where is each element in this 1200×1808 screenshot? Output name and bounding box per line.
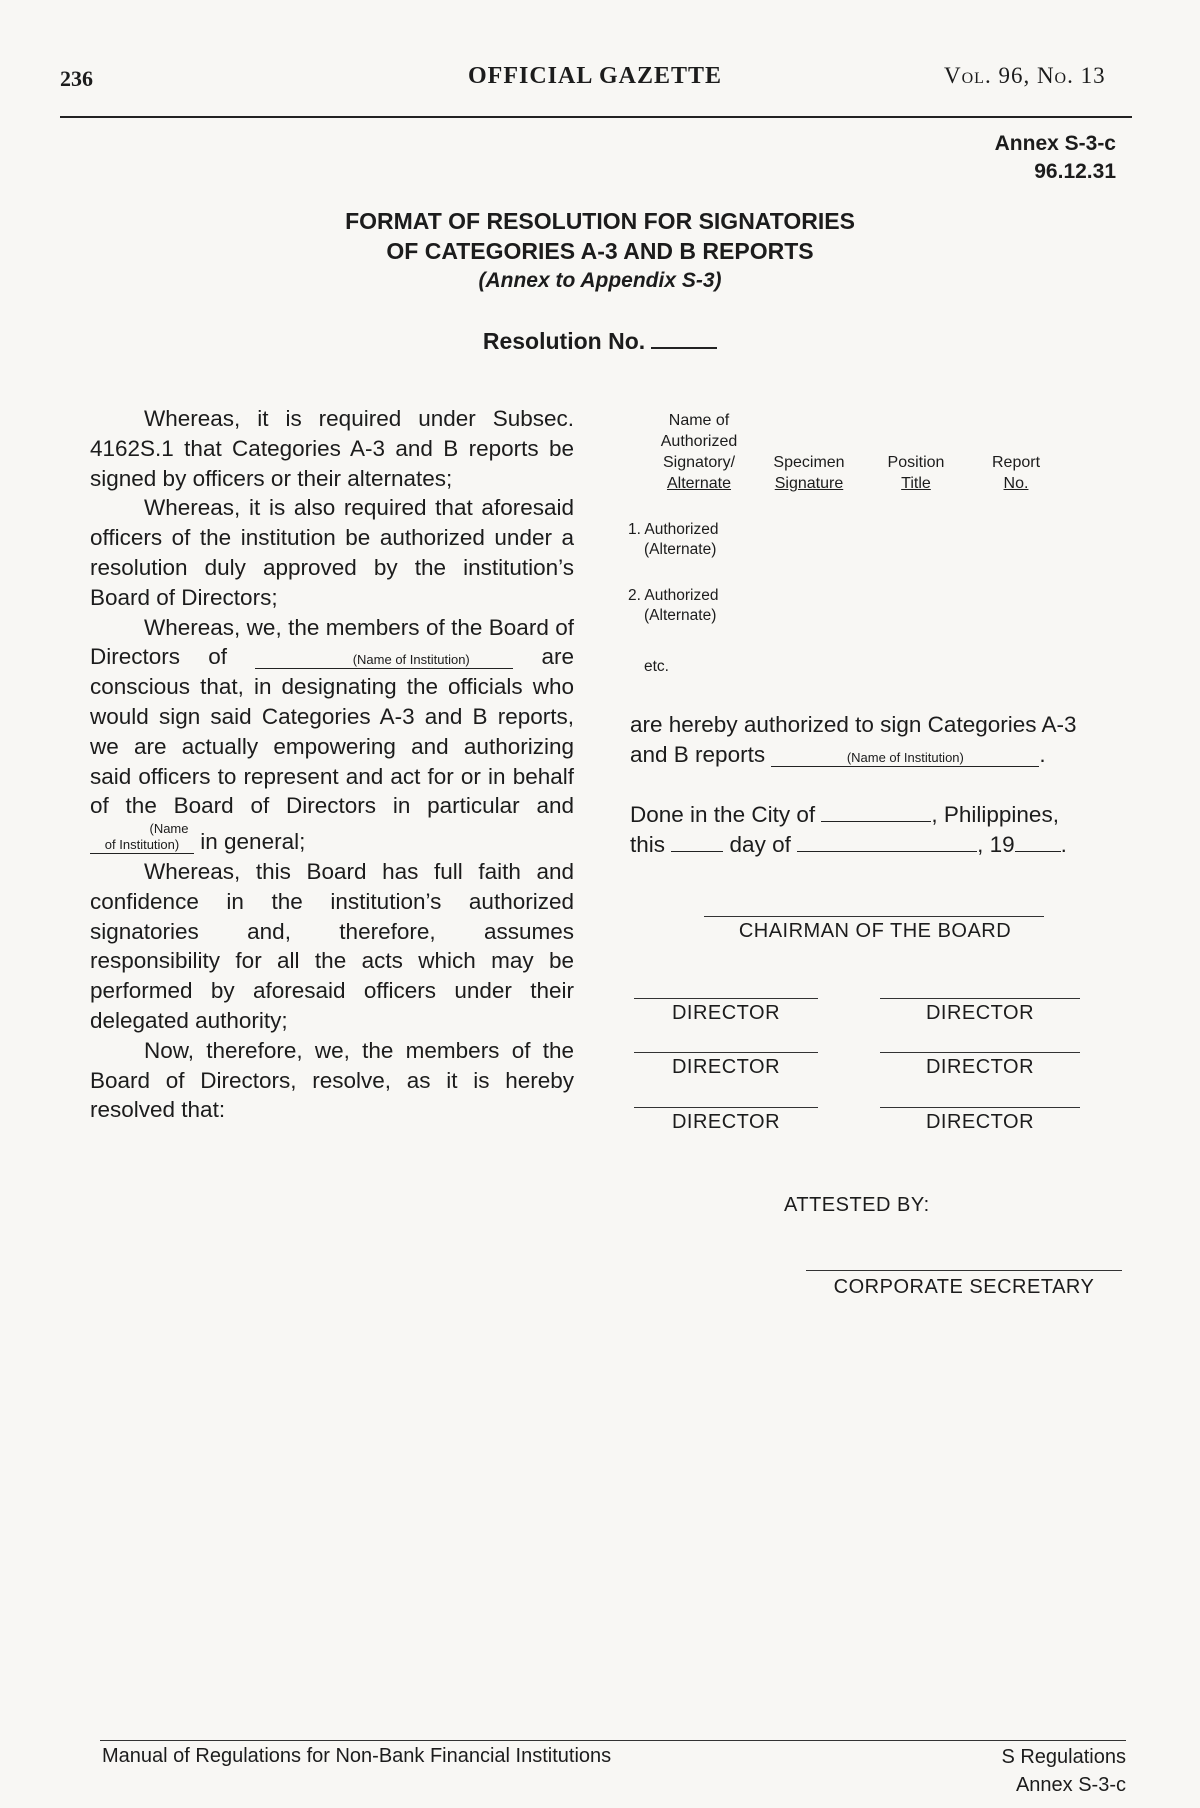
director-caption-1: DIRECTOR <box>671 1002 781 1024</box>
paragraph-4: Whereas, this Board has full faith and confidence in the institution’s authorized signatories and, therefore, assumes responsibility for all the acts which may be performed by aforesaid officers under their delegated authority; <box>90 858 574 1033</box>
title-line-2: OF CATEGORIES A-3 AND B REPORTS <box>386 238 814 264</box>
done-text-5: , 19 <box>977 832 1015 857</box>
authorization-line-2-text: and B reports <box>630 742 766 767</box>
done-in-city <box>630 800 1120 860</box>
whereas-clauses <box>90 404 574 1125</box>
row-2-label: 2. Authorized <box>628 587 719 604</box>
authorization-text <box>630 710 1120 770</box>
publication-title: OFFICIAL GAZETTE <box>468 63 723 89</box>
done-text-4: day of <box>729 832 791 857</box>
column-header-signature <box>764 452 854 494</box>
row-1-sub: (Alternate) <box>644 541 717 558</box>
done-line-2: this day of , 19 . <box>630 832 1067 857</box>
footer-annex: Annex S-3-c <box>1015 1774 1126 1796</box>
col2-line-1: Specimen <box>773 454 845 471</box>
table-row-1 <box>628 520 718 560</box>
director-line-3 <box>634 1052 818 1053</box>
footer-regulations: S Regulations <box>1001 1746 1126 1768</box>
column-header-report <box>976 452 1056 494</box>
col3-line-1: Position <box>887 454 945 471</box>
resolution-label: Resolution No. <box>482 328 646 354</box>
done-line-1 <box>630 800 1120 830</box>
director-caption-5: DIRECTOR <box>671 1111 781 1133</box>
paragraph-2: Whereas, it is also required that aforesaid officers of the institution be authorized under a resolution duly approved by the institution’s Board of Directors; <box>90 495 574 610</box>
col1-line-1: Name of <box>668 412 730 429</box>
paragraph-1: Whereas, it is required under Subsec. 4162S.1 that Categories A-3 and B reports be signed by officers or their alternates; <box>90 406 574 491</box>
paragraph-5: Now, therefore, we, the members of the Board of Directors, resolve, as it is hereby resolved that: <box>90 1037 574 1123</box>
director-line-2 <box>880 998 1080 999</box>
director-caption-6: DIRECTOR <box>925 1111 1035 1133</box>
day-blank <box>671 851 723 852</box>
col3-line-2: Title <box>901 475 931 492</box>
secretary-caption: CORPORATE SECRETARY <box>833 1276 1095 1298</box>
authorization-line-2: and B reports (Name of Institution) . <box>630 742 1046 767</box>
director-caption-3: DIRECTOR <box>671 1056 781 1078</box>
annex-code: Annex S-3-c <box>994 132 1116 155</box>
annex-date: 96.12.31 <box>1034 160 1116 183</box>
page-number: 236 <box>60 66 93 91</box>
year-blank <box>1015 851 1061 852</box>
paragraph-3 <box>90 613 574 857</box>
paragraph-3-c: in general; <box>200 829 306 855</box>
resolution-number <box>0 328 1200 355</box>
annex-label <box>995 130 1116 186</box>
chairman-caption: CHAIRMAN OF THE BOARD <box>738 920 1012 942</box>
done-text-2: , Philippines, <box>931 802 1059 827</box>
col4-line-1: Report <box>991 454 1041 471</box>
title-line-1: FORMAT OF RESOLUTION FOR SIGNATORIES <box>345 208 855 234</box>
authorization-line-1: are hereby authorized to sign Categories A-3 <box>630 712 1077 737</box>
title-line-3: (Annex to Appendix S-3) <box>478 269 722 292</box>
column-header-signatory <box>640 410 758 494</box>
done-text-1: Done in the City of <box>630 802 816 827</box>
volume-number: Vol. 96, No. 13 <box>944 63 1106 88</box>
paragraph-3-b: are conscious that, in designating the officials who would sign said Categories A-3 and B reports, we are actually empowering and authorizing said officers to represent and act for or in behalf of the Board of Directors in particular and <box>90 644 574 819</box>
row-1-label: 1. Authorized <box>628 521 719 538</box>
done-text-3: this <box>630 832 666 857</box>
footer-rule <box>100 1740 1126 1741</box>
footer-section <box>1001 1743 1126 1799</box>
col1-line-2: Authorized <box>660 433 738 450</box>
director-line-4 <box>880 1052 1080 1053</box>
director-line-6 <box>880 1107 1080 1108</box>
table-row-etc: etc. <box>644 658 669 675</box>
column-header-position <box>872 452 960 494</box>
attested-by: ATTESTED BY: <box>784 1194 930 1216</box>
col1-line-4: Alternate <box>666 475 732 492</box>
institution-blank: (Name of Institution) <box>255 652 513 669</box>
institution-blank-2: (Name of Institution) <box>90 821 194 854</box>
row-2-sub: (Alternate) <box>644 607 717 624</box>
col1-line-3: Signatory/ <box>662 454 736 471</box>
secretary-signature-line <box>806 1270 1122 1271</box>
col2-line-2: Signature <box>774 475 844 492</box>
institution-blank-3: (Name of Institution) <box>771 750 1039 767</box>
document-title <box>0 206 1200 296</box>
director-line-1 <box>634 998 818 999</box>
month-blank <box>797 851 977 852</box>
paragraph-3-a: Whereas, we, the members of the Board of Directors of <box>90 614 574 670</box>
chairman-signature-line <box>704 916 1044 917</box>
director-caption-4: DIRECTOR <box>925 1056 1035 1078</box>
footer-manual-title: Manual of Regulations for Non-Bank Financial Institutions <box>102 1745 612 1767</box>
city-blank <box>821 821 931 822</box>
director-caption-2: DIRECTOR <box>925 1002 1035 1024</box>
table-row-2 <box>628 586 718 626</box>
header-rule <box>60 116 1132 118</box>
col4-line-2: No. <box>1003 475 1029 492</box>
resolution-blank <box>651 347 717 349</box>
director-line-5 <box>634 1107 818 1108</box>
